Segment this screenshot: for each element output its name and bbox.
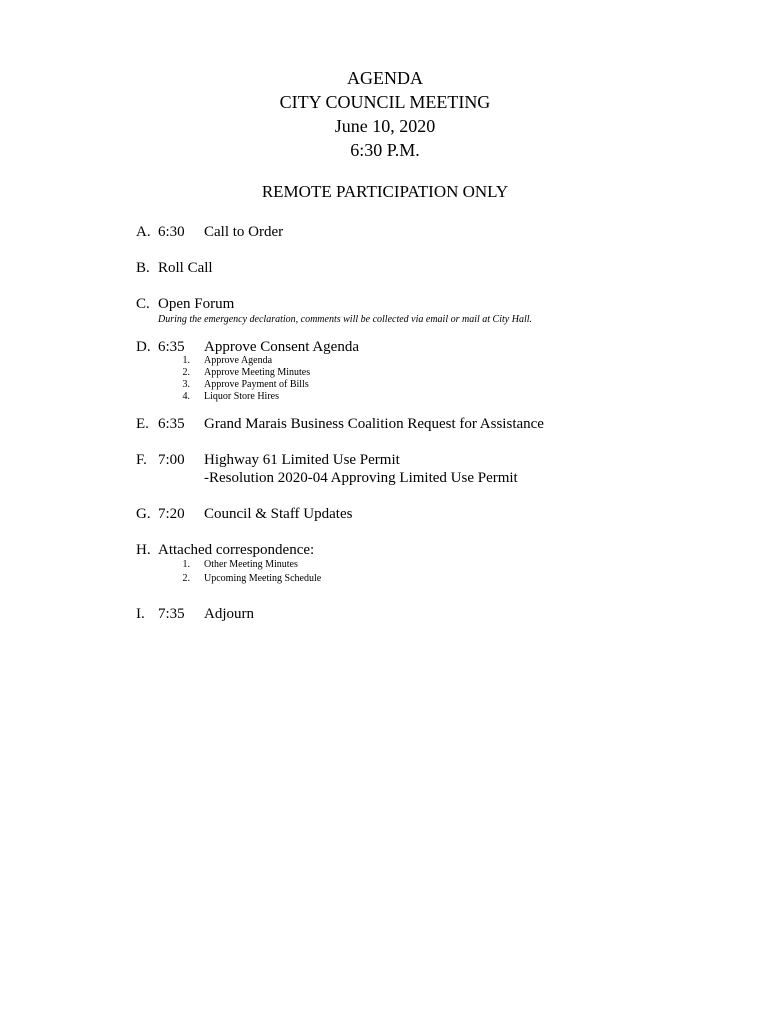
item-title: Roll Call xyxy=(158,260,213,276)
item-title: Highway 61 Limited Use Permit xyxy=(204,452,400,468)
item-letter: I. xyxy=(136,606,145,622)
meeting-title: CITY COUNCIL MEETING xyxy=(279,92,491,112)
item-time: 6:30 xyxy=(158,224,185,240)
item-letter: C. xyxy=(136,296,150,312)
subitem-text: Approve Payment of Bills xyxy=(204,379,309,390)
item-detail: -Resolution 2020-04 Approving Limited Use Permit xyxy=(204,470,518,486)
item-time: 6:35 xyxy=(158,339,185,355)
item-letter: B. xyxy=(136,260,150,276)
meeting-time: 6:30 P.M. xyxy=(350,140,420,160)
item-title: Attached correspondence: xyxy=(158,542,315,558)
item-time: 7:35 xyxy=(158,606,185,622)
item-title: Approve Consent Agenda xyxy=(204,339,359,355)
subitem-number: 1. xyxy=(182,355,190,366)
subitem-text: Other Meeting Minutes xyxy=(204,559,298,570)
subitem-text: Approve Meeting Minutes xyxy=(204,367,311,378)
subitem-text: Liquor Store Hires xyxy=(204,391,279,402)
meeting-date: June 10, 2020 xyxy=(334,116,436,136)
subitem-number: 2. xyxy=(182,573,190,584)
item-time: 7:00 xyxy=(158,452,185,468)
item-letter: F. xyxy=(136,452,147,468)
subitem-number: 4. xyxy=(182,391,190,402)
item-title: Call to Order xyxy=(204,224,284,240)
subitem-number: 1. xyxy=(182,559,190,570)
agenda-heading: AGENDA xyxy=(347,68,423,88)
subitem-text: Approve Agenda xyxy=(204,355,273,366)
item-title: Grand Marais Business Coalition Request for Assistance xyxy=(204,416,544,432)
subitem-text: Upcoming Meeting Schedule xyxy=(204,573,322,584)
item-title: Council & Staff Updates xyxy=(204,506,353,522)
subitem-number: 3. xyxy=(182,379,190,390)
subitem-number: 2. xyxy=(182,367,190,378)
item-letter: E. xyxy=(136,416,149,432)
item-letter: D. xyxy=(136,339,151,355)
item-title: Open Forum xyxy=(158,296,235,312)
item-time: 7:20 xyxy=(158,506,185,522)
participation-notice: REMOTE PARTICIPATION ONLY xyxy=(261,182,509,201)
item-time: 6:35 xyxy=(158,416,185,432)
item-letter: H. xyxy=(136,542,151,558)
item-note: During the emergency declaration, comments will be collected via email or mail at City Hall. xyxy=(158,314,532,325)
item-letter: G. xyxy=(136,506,151,522)
item-title: Adjourn xyxy=(204,606,254,622)
item-letter: A. xyxy=(136,224,151,240)
